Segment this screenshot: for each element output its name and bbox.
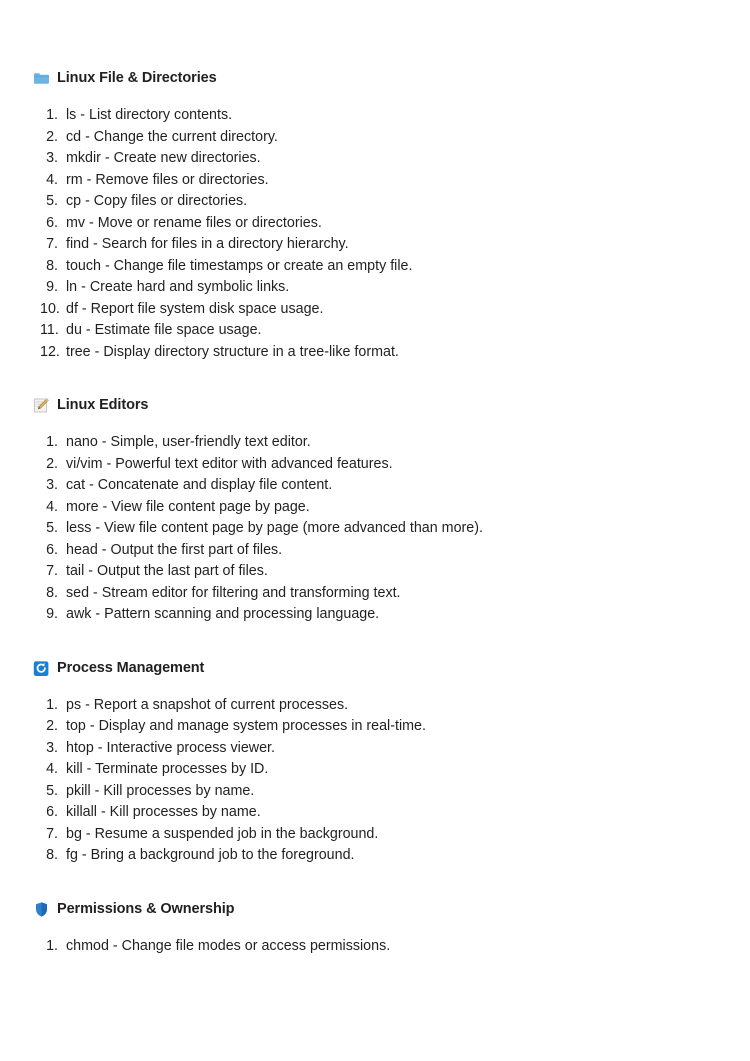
list-item: [40, 234, 710, 256]
list-item: [40, 277, 710, 299]
item-text: top - Display and manage system processes in real-time.: [66, 718, 426, 734]
list-item: [40, 695, 710, 717]
item-number: 9.: [46, 606, 58, 622]
item-text: df - Report file system disk space usage.: [66, 300, 324, 317]
list-item: [40, 845, 710, 867]
item-number: 8.: [46, 847, 58, 863]
item-text: cp - Copy files or directories.: [66, 193, 248, 209]
list-item: [40, 518, 710, 540]
list-item: [40, 320, 710, 342]
item-text: vi/vim - Powerful text editor with advanced features.: [66, 455, 393, 472]
item-number: 3.: [46, 150, 58, 166]
item-number: 2.: [46, 128, 58, 145]
section-title: Linux Editors: [57, 397, 149, 413]
item-number: 5.: [46, 782, 58, 799]
item-text: fg - Bring a background job to the foreground.: [66, 847, 355, 863]
section-title: Process Management: [57, 659, 205, 676]
command-list: [33, 695, 710, 867]
item-text: head - Output the first part of files.: [66, 541, 283, 558]
command-list: [33, 936, 710, 958]
list-item: [40, 604, 710, 626]
list-item: [40, 256, 710, 278]
item-text: awk - Pattern scanning and processing language.: [66, 606, 380, 622]
section-process-management: [33, 660, 710, 867]
item-number: 4.: [46, 761, 58, 777]
section-header: [33, 397, 710, 414]
list-item: [40, 148, 710, 170]
item-number: 1.: [46, 696, 58, 713]
section-title: Linux File & Directories: [57, 70, 217, 86]
list-item: [40, 105, 710, 127]
item-number: 6.: [46, 804, 58, 820]
item-number: 1.: [46, 937, 58, 954]
item-number: 7.: [46, 563, 58, 579]
section-header: [33, 70, 710, 87]
list-item: [40, 561, 710, 583]
item-number: 7.: [46, 825, 58, 842]
list-item: [40, 824, 710, 846]
item-number: 6.: [46, 541, 58, 558]
item-number: 5.: [46, 520, 58, 536]
section-header: [33, 901, 710, 918]
item-number: 12.: [40, 343, 60, 360]
item-text: tree - Display directory structure in a tree-like format.: [66, 343, 399, 360]
item-text: ln - Create hard and symbolic links.: [66, 279, 290, 295]
folder-icon: [33, 70, 50, 87]
item-text: ls - List directory contents.: [66, 107, 233, 123]
list-item: [40, 213, 710, 235]
item-number: 10.: [40, 300, 60, 317]
section-linux-editors: [33, 397, 710, 626]
shield-icon: [33, 901, 50, 918]
item-number: 7.: [46, 236, 58, 252]
item-number: 1.: [46, 434, 58, 450]
list-item: [40, 497, 710, 519]
item-text: pkill - Kill processes by name.: [66, 782, 255, 799]
list-item: [40, 583, 710, 605]
item-number: 6.: [46, 214, 58, 231]
item-text: touch - Change file timestamps or create an empty file.: [66, 257, 413, 274]
item-text: htop - Interactive process viewer.: [66, 739, 275, 756]
item-text: bg - Resume a suspended job in the background.: [66, 825, 379, 842]
item-number: 2.: [46, 718, 58, 734]
list-item: [40, 191, 710, 213]
item-number: 5.: [46, 193, 58, 209]
item-text: rm - Remove files or directories.: [66, 171, 269, 188]
list-item: [40, 802, 710, 824]
list-item: [40, 759, 710, 781]
item-text: mkdir - Create new directories.: [66, 150, 261, 166]
item-text: more - View file content page by page.: [66, 498, 310, 515]
item-number: 4.: [46, 171, 58, 188]
list-item: [40, 432, 710, 454]
list-item: [40, 738, 710, 760]
memo-pencil-icon: [33, 397, 50, 414]
item-number: 3.: [46, 477, 58, 493]
item-number: 8.: [46, 584, 58, 601]
item-number: 3.: [46, 739, 58, 756]
list-item: [40, 342, 710, 364]
item-text: less - View file content page by page (more advanced than more).: [66, 520, 483, 536]
item-text: killall - Kill processes by name.: [66, 804, 261, 820]
refresh-arrows-icon: [33, 660, 50, 677]
item-text: nano - Simple, user-friendly text editor.: [66, 434, 311, 450]
item-text: tail - Output the last part of files.: [66, 563, 268, 579]
item-number: 1.: [46, 107, 58, 123]
item-number: 8.: [46, 257, 58, 274]
list-item: [40, 781, 710, 803]
item-number: 9.: [46, 279, 58, 295]
item-number: 4.: [46, 498, 58, 515]
section-linux-file-directories: [33, 70, 710, 363]
item-text: kill - Terminate processes by ID.: [66, 761, 269, 777]
item-text: cat - Concatenate and display file content.: [66, 477, 333, 493]
list-item: [40, 716, 710, 738]
item-text: chmod - Change file modes or access permissions.: [66, 937, 391, 954]
section-permissions-ownership: [33, 901, 710, 958]
section-title: Permissions & Ownership: [57, 900, 235, 917]
item-text: ps - Report a snapshot of current processes.: [66, 696, 349, 713]
item-text: sed - Stream editor for filtering and transforming text.: [66, 584, 401, 601]
item-text: find - Search for files in a directory hierarchy.: [66, 236, 349, 252]
list-item: [40, 170, 710, 192]
list-item: [40, 936, 710, 958]
list-item: [40, 540, 710, 562]
item-number: 11.: [40, 322, 59, 338]
list-item: [40, 454, 710, 476]
list-item: [40, 475, 710, 497]
section-header: [33, 660, 710, 677]
command-list: [33, 432, 710, 626]
item-number: 2.: [46, 455, 58, 472]
item-text: du - Estimate file space usage.: [66, 322, 262, 338]
list-item: [40, 127, 710, 149]
item-text: cd - Change the current directory.: [66, 128, 278, 145]
item-text: mv - Move or rename files or directories.: [66, 214, 322, 231]
list-item: [40, 299, 710, 321]
command-list: [33, 105, 710, 363]
